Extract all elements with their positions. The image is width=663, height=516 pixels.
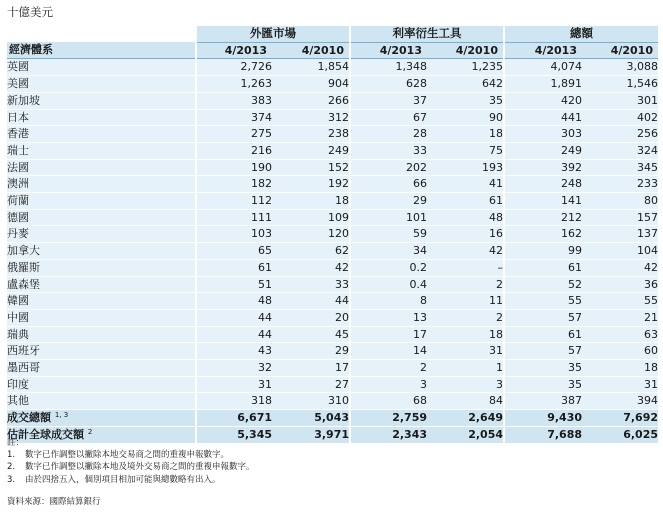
value-cell: 3	[427, 376, 504, 393]
row-label-text: 荷蘭	[7, 194, 29, 208]
value-cell: 5,345	[196, 426, 272, 443]
period-header: 4/2013	[196, 42, 272, 59]
value-cell: 33	[350, 142, 427, 159]
value-cell: 42	[582, 259, 658, 276]
value-cell: 318	[196, 393, 272, 410]
row-label-text: 英國	[7, 60, 29, 74]
value-cell: 152	[272, 159, 350, 176]
row-label-text: 加拿大	[7, 244, 40, 258]
value-cell: 31	[582, 376, 658, 393]
row-label	[7, 276, 196, 293]
row-label-text: 法國	[7, 160, 29, 174]
value-cell: 18	[427, 126, 504, 143]
value-cell: 137	[582, 226, 658, 243]
value-cell: 642	[427, 76, 504, 93]
row-label-text: 西班牙	[7, 344, 40, 358]
value-cell: 238	[272, 126, 350, 143]
value-cell: 67	[350, 109, 427, 126]
value-cell: 112	[196, 193, 272, 210]
row-label	[7, 343, 196, 360]
table-row	[7, 59, 658, 76]
row-label-text: 俄羅斯	[7, 260, 40, 274]
value-cell: 34	[350, 243, 427, 260]
row-label-text: 丹麥	[7, 227, 29, 241]
value-cell: 18	[272, 193, 350, 210]
value-cell: 48	[427, 209, 504, 226]
footnote-ref: 2	[87, 427, 93, 436]
value-cell: 37	[350, 92, 427, 109]
value-cell: 193	[427, 159, 504, 176]
row-label	[7, 326, 196, 343]
row-label-text: 香港	[7, 127, 29, 141]
table-row	[7, 76, 658, 93]
table-row	[7, 293, 658, 310]
row-label-text: 瑞士	[7, 143, 29, 157]
note-item	[7, 449, 255, 461]
row-label-text: 日本	[7, 110, 29, 124]
row-label-text: 中國	[7, 310, 29, 324]
value-cell: 1,854	[272, 59, 350, 76]
row-label	[7, 193, 196, 210]
value-cell: –	[427, 259, 504, 276]
value-cell: 57	[504, 309, 582, 326]
value-cell: 14	[350, 343, 427, 360]
table-row	[7, 226, 658, 243]
period-header-row	[7, 42, 658, 59]
value-cell: 275	[196, 126, 272, 143]
note-number: 1.	[7, 450, 16, 461]
total-row	[7, 410, 658, 427]
value-cell: 120	[272, 226, 350, 243]
value-cell: 104	[582, 243, 658, 260]
value-cell: 41	[427, 176, 504, 193]
value-cell: 109	[272, 209, 350, 226]
value-cell: 394	[582, 393, 658, 410]
table-row	[7, 209, 658, 226]
row-label	[7, 176, 196, 193]
table-row	[7, 126, 658, 143]
value-cell: 61	[196, 259, 272, 276]
value-cell: 2,649	[427, 410, 504, 427]
value-cell: 101	[350, 209, 427, 226]
table-row	[7, 326, 658, 343]
value-cell: 13	[350, 309, 427, 326]
value-cell: 374	[196, 109, 272, 126]
value-cell: 55	[582, 293, 658, 310]
table-row	[7, 393, 658, 410]
value-cell: 192	[272, 176, 350, 193]
value-cell: 2	[350, 360, 427, 377]
value-cell: 16	[427, 226, 504, 243]
group-header-fx: 外匯市場	[196, 26, 350, 42]
value-cell: 383	[196, 92, 272, 109]
row-label	[7, 259, 196, 276]
unit-label: 十億美元	[7, 5, 53, 19]
value-cell: 248	[504, 176, 582, 193]
table-row	[7, 142, 658, 159]
value-cell: 99	[504, 243, 582, 260]
note-text: 由於四捨五入，個別項目相加可能與總數略有出入。	[25, 474, 221, 485]
value-cell: 310	[272, 393, 350, 410]
value-cell: 44	[196, 326, 272, 343]
table-row	[7, 309, 658, 326]
value-cell: 61	[504, 326, 582, 343]
notes	[7, 437, 255, 486]
note-number: 2.	[7, 462, 16, 473]
value-cell: 66	[350, 176, 427, 193]
row-label-text: 估計全球成交額	[7, 427, 84, 441]
value-cell: 1,263	[196, 76, 272, 93]
value-cell: 84	[427, 393, 504, 410]
value-cell: 0.4	[350, 276, 427, 293]
value-cell: 62	[272, 243, 350, 260]
turnover-table	[7, 26, 658, 444]
row-label	[7, 243, 196, 260]
value-cell: 35	[427, 92, 504, 109]
value-cell: 420	[504, 92, 582, 109]
table-row	[7, 176, 658, 193]
value-cell: 60	[582, 343, 658, 360]
value-cell: 45	[272, 326, 350, 343]
value-cell: 111	[196, 209, 272, 226]
row-label	[7, 126, 196, 143]
group-header-row	[7, 26, 658, 42]
value-cell: 266	[272, 92, 350, 109]
note-item	[7, 461, 255, 473]
value-cell: 29	[272, 343, 350, 360]
value-cell: 182	[196, 176, 272, 193]
value-cell: 2	[427, 309, 504, 326]
value-cell: 1,891	[504, 76, 582, 93]
row-label	[7, 76, 196, 93]
table-row	[7, 92, 658, 109]
value-cell: 9,430	[504, 410, 582, 427]
value-cell: 29	[350, 193, 427, 210]
value-cell: 42	[427, 243, 504, 260]
period-header: 4/2013	[504, 42, 582, 59]
value-cell: 2,759	[350, 410, 427, 427]
table-row	[7, 343, 658, 360]
row-label-text: 印度	[7, 377, 29, 391]
value-cell: 80	[582, 193, 658, 210]
value-cell: 65	[196, 243, 272, 260]
value-cell: 7,692	[582, 410, 658, 427]
value-cell: 55	[504, 293, 582, 310]
value-cell: 48	[196, 293, 272, 310]
value-cell: 18	[427, 326, 504, 343]
row-label	[7, 92, 196, 109]
value-cell: 301	[582, 92, 658, 109]
value-cell: 312	[272, 109, 350, 126]
table-body	[7, 59, 658, 443]
row-label-text: 澳洲	[7, 177, 29, 191]
period-header: 4/2010	[582, 42, 658, 59]
row-label-text: 德國	[7, 210, 29, 224]
value-cell: 162	[504, 226, 582, 243]
row-label-text: 成交總額	[7, 411, 51, 425]
value-cell: 68	[350, 393, 427, 410]
value-cell: 628	[350, 76, 427, 93]
value-cell: 18	[582, 360, 658, 377]
value-cell: 387	[504, 393, 582, 410]
value-cell: 256	[582, 126, 658, 143]
notes-title: 註：	[7, 438, 25, 448]
value-cell: 57	[504, 343, 582, 360]
footnote-ref: 1, 3	[54, 411, 69, 420]
row-label-text: 美國	[7, 77, 29, 91]
row-label	[7, 109, 196, 126]
note-text: 數字已作調整以撇除本地交易商之間的重複申報數字。	[25, 450, 230, 461]
value-cell: 6,671	[196, 410, 272, 427]
row-label	[7, 410, 196, 427]
value-cell: 11	[427, 293, 504, 310]
value-cell: 303	[504, 126, 582, 143]
value-cell: 75	[427, 142, 504, 159]
value-cell: 233	[582, 176, 658, 193]
row-label	[7, 309, 196, 326]
table-row	[7, 159, 658, 176]
value-cell: 31	[427, 343, 504, 360]
value-cell: 1,348	[350, 59, 427, 76]
value-cell: 212	[504, 209, 582, 226]
row-label	[7, 293, 196, 310]
row-label-text: 墨西哥	[7, 361, 40, 375]
value-cell: 61	[504, 259, 582, 276]
value-cell: 3,971	[272, 426, 350, 443]
value-cell: 17	[272, 360, 350, 377]
row-label	[7, 209, 196, 226]
value-cell: 345	[582, 159, 658, 176]
group-header-interest-rate: 利率衍生工具	[350, 26, 504, 42]
row-label-text: 韓國	[7, 294, 29, 308]
blank-header-cell	[7, 26, 196, 42]
value-cell: 402	[582, 109, 658, 126]
table-row	[7, 243, 658, 260]
value-cell: 63	[582, 326, 658, 343]
value-cell: 44	[196, 309, 272, 326]
value-cell: 441	[504, 109, 582, 126]
table-row	[7, 360, 658, 377]
table-row	[7, 276, 658, 293]
row-label	[7, 393, 196, 410]
table-row	[7, 193, 658, 210]
source-line: 資料來源：國際結算銀行	[7, 497, 101, 507]
row-label	[7, 226, 196, 243]
row-label-text: 盧森堡	[7, 277, 40, 291]
table-row	[7, 109, 658, 126]
value-cell: 392	[504, 159, 582, 176]
value-cell: 324	[582, 142, 658, 159]
value-cell: 27	[272, 376, 350, 393]
row-label	[7, 159, 196, 176]
value-cell: 202	[350, 159, 427, 176]
value-cell: 0.2	[350, 259, 427, 276]
value-cell: 42	[272, 259, 350, 276]
value-cell: 52	[504, 276, 582, 293]
value-cell: 2,726	[196, 59, 272, 76]
value-cell: 51	[196, 276, 272, 293]
value-cell: 7,688	[504, 426, 582, 443]
value-cell: 28	[350, 126, 427, 143]
value-cell: 43	[196, 343, 272, 360]
row-label	[7, 142, 196, 159]
value-cell: 44	[272, 293, 350, 310]
value-cell: 3,088	[582, 59, 658, 76]
value-cell: 249	[272, 142, 350, 159]
value-cell: 249	[504, 142, 582, 159]
table-row	[7, 376, 658, 393]
value-cell: 31	[196, 376, 272, 393]
period-header: 4/2010	[427, 42, 504, 59]
value-cell: 157	[582, 209, 658, 226]
value-cell: 61	[427, 193, 504, 210]
row-label-text: 瑞典	[7, 327, 29, 341]
value-cell: 5,043	[272, 410, 350, 427]
value-cell: 6,025	[582, 426, 658, 443]
row-label-header: 經濟體系	[7, 42, 196, 59]
value-cell: 103	[196, 226, 272, 243]
value-cell: 2,343	[350, 426, 427, 443]
note-item	[7, 474, 255, 486]
note-number: 3.	[7, 474, 16, 485]
value-cell: 141	[504, 193, 582, 210]
group-header-total: 總額	[504, 26, 658, 42]
value-cell: 1,546	[582, 76, 658, 93]
value-cell: 1,235	[427, 59, 504, 76]
row-label	[7, 59, 196, 76]
note-text: 數字已作調整以撇除本地及境外交易商之間的重複申報數字。	[25, 462, 255, 473]
value-cell: 4,074	[504, 59, 582, 76]
row-label	[7, 376, 196, 393]
value-cell: 35	[504, 376, 582, 393]
value-cell: 904	[272, 76, 350, 93]
value-cell: 59	[350, 226, 427, 243]
value-cell: 20	[272, 309, 350, 326]
value-cell: 190	[196, 159, 272, 176]
table-row	[7, 259, 658, 276]
value-cell: 2	[427, 276, 504, 293]
row-label-text: 新加坡	[7, 93, 40, 107]
value-cell: 33	[272, 276, 350, 293]
value-cell: 216	[196, 142, 272, 159]
value-cell: 2,054	[427, 426, 504, 443]
value-cell: 90	[427, 109, 504, 126]
value-cell: 17	[350, 326, 427, 343]
row-label-text: 其他	[7, 394, 29, 408]
period-header: 4/2013	[350, 42, 427, 59]
value-cell: 21	[582, 309, 658, 326]
value-cell: 8	[350, 293, 427, 310]
period-header: 4/2010	[272, 42, 350, 59]
value-cell: 32	[196, 360, 272, 377]
value-cell: 1	[427, 360, 504, 377]
value-cell: 35	[504, 360, 582, 377]
value-cell: 3	[350, 376, 427, 393]
value-cell: 36	[582, 276, 658, 293]
row-label	[7, 360, 196, 377]
